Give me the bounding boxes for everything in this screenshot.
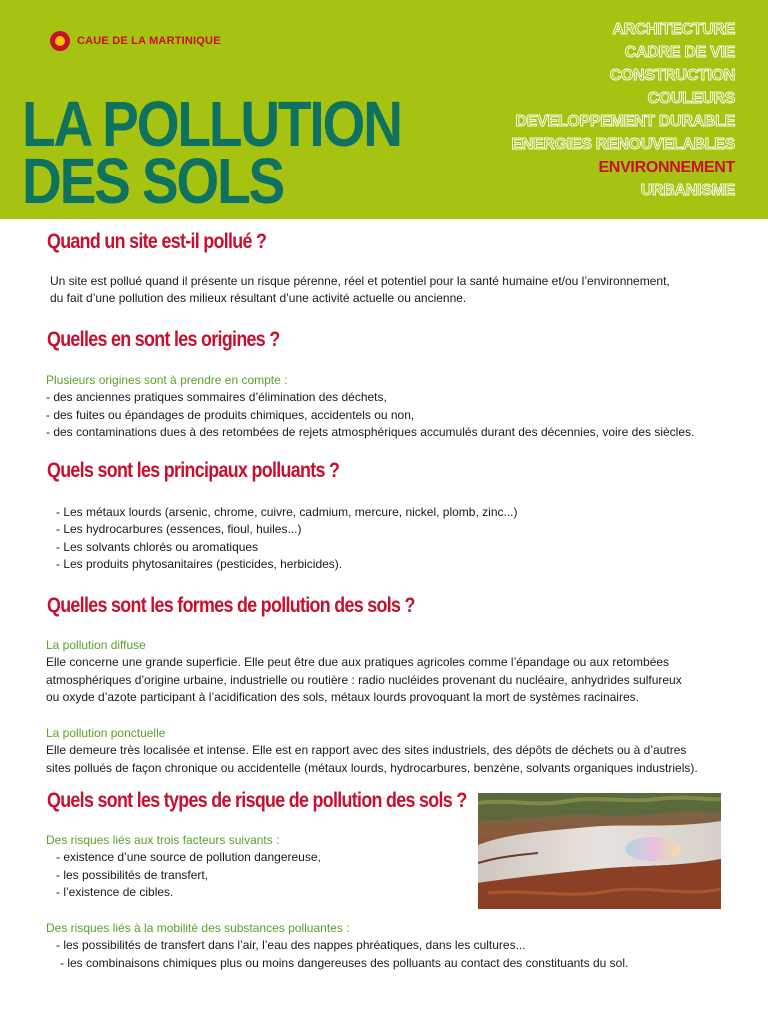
list-origines bbox=[46, 372, 694, 442]
origines-intro: Plusieurs origines sont à prendre en compte : bbox=[46, 373, 288, 387]
risques-mobilite bbox=[46, 920, 628, 972]
topic-urbanisme[interactable]: URBANISME bbox=[640, 182, 735, 199]
text-line: Un site est pollué quand il présente un risque pérenne, réel et potentiel pour la santé humaine et/ou l’environnement, bbox=[50, 274, 670, 288]
subheading-pollution-diffuse: La pollution diffuse bbox=[46, 638, 146, 652]
list-item: - Les hydrocarbures (essences, fioul, huiles...) bbox=[56, 522, 302, 537]
subheading-pollution-ponctuelle: La pollution ponctuelle bbox=[46, 726, 166, 740]
topic-couleurs[interactable]: COULEURS bbox=[647, 90, 735, 107]
page-title bbox=[22, 88, 401, 217]
heading-origines: Quelles en sont les origines ? bbox=[47, 328, 280, 351]
heading-polluants: Quels sont les principaux polluants ? bbox=[47, 459, 340, 482]
heading-types-risque: Quels sont les types de risque de pollution des sols ? bbox=[47, 789, 467, 812]
polluted-soil-photo bbox=[478, 793, 721, 909]
topic-cadre-de-vie[interactable]: CADRE DE VIE bbox=[624, 44, 735, 61]
list-item: - l’existence de cibles. bbox=[56, 885, 174, 900]
caue-logo[interactable] bbox=[50, 31, 221, 51]
header-banner bbox=[0, 0, 768, 219]
topic-environnement[interactable]: ENVIRONNEMENT bbox=[598, 159, 735, 176]
list-item: - Les produits phytosanitaires (pesticides, herbicides). bbox=[56, 557, 343, 572]
text-line: du fait d’une pollution des milieux résultant d’une activité actuelle ou ancienne. bbox=[50, 291, 467, 306]
topic-construction[interactable]: CONSTRUCTION bbox=[609, 67, 735, 84]
list-item: - les possibilités de transfert dans l’air, l’eau des nappes phréatiques, dans les cultures... bbox=[56, 938, 526, 953]
title-line-2: DES SOLS bbox=[22, 145, 284, 217]
list-polluants bbox=[56, 504, 517, 574]
risques-facteurs bbox=[46, 832, 321, 902]
text-line: Elle demeure très localisée et intense. Elle est en rapport avec des sites industriels, des dépôts de déchets ou à d’autres bbox=[46, 743, 687, 758]
topic-list bbox=[511, 18, 735, 202]
logo-text: CAUE DE LA MARTINIQUE bbox=[77, 35, 221, 47]
risques-mobilite-intro: Des risques liés à la mobilité des substances polluantes : bbox=[46, 921, 350, 935]
text-line: ou oxyde d’azote participant à l’acidification des sols, métaux lourds provoquant la mort de systèmes racinaires. bbox=[46, 690, 639, 705]
list-item: - Les solvants chlorés ou aromatiques bbox=[56, 539, 259, 554]
list-item: - des anciennes pratiques sommaires d’élimination des déchets, bbox=[46, 390, 387, 405]
paragraph-site-pollue bbox=[50, 273, 670, 308]
caue-logo-icon bbox=[50, 31, 70, 51]
risques-facteurs-intro: Des risques liés aux trois facteurs suivants : bbox=[46, 833, 280, 847]
list-item: - des fuites ou épandages de produits chimiques, accidentels ou non, bbox=[46, 407, 415, 422]
heading-site-pollue: Quand un site est-il pollué ? bbox=[47, 230, 267, 253]
text-line: Elle concerne une grande superficie. Elle peut être due aux pratiques agricoles comme l’épandage ou aux retombées bbox=[46, 655, 670, 670]
text-line: atmosphériques d’origine urbaine, industrielle ou routière : radio nucléides provenant du nucléaire, anhydrides sulfureux bbox=[46, 672, 682, 687]
pollution-ponctuelle bbox=[46, 725, 721, 777]
topic-developpement-durable[interactable]: DEVELOPPEMENT DURABLE bbox=[515, 113, 735, 130]
title-line-1: LA POLLUTION bbox=[22, 88, 401, 160]
pollution-diffuse bbox=[46, 637, 721, 707]
list-item: - des contaminations dues à des retombées de rejets atmosphériques accumulés durant des décennies, voire des siècles. bbox=[46, 425, 695, 440]
text-line: sites pollués de façon chronique ou accidentelle (métaux lourds, hydrocarbures, benzène, solvants organiques industriels). bbox=[46, 760, 698, 775]
topic-architecture[interactable]: ARCHITECTURE bbox=[612, 21, 735, 38]
topic-energies-renouvelables[interactable]: ENERGIES RENOUVELABLES bbox=[511, 136, 735, 153]
list-item: - existence d’une source de pollution dangereuse, bbox=[56, 850, 321, 865]
list-item: - les possibilités de transfert, bbox=[56, 867, 209, 882]
list-item: - les combinaisons chimiques plus ou moins dangereuses des polluants au contact des constituants du sol. bbox=[60, 955, 629, 970]
list-item: - Les métaux lourds (arsenic, chrome, cuivre, cadmium, mercure, nickel, plomb, zinc...) bbox=[56, 505, 518, 519]
heading-formes-pollution: Quelles sont les formes de pollution des sols ? bbox=[47, 594, 415, 617]
